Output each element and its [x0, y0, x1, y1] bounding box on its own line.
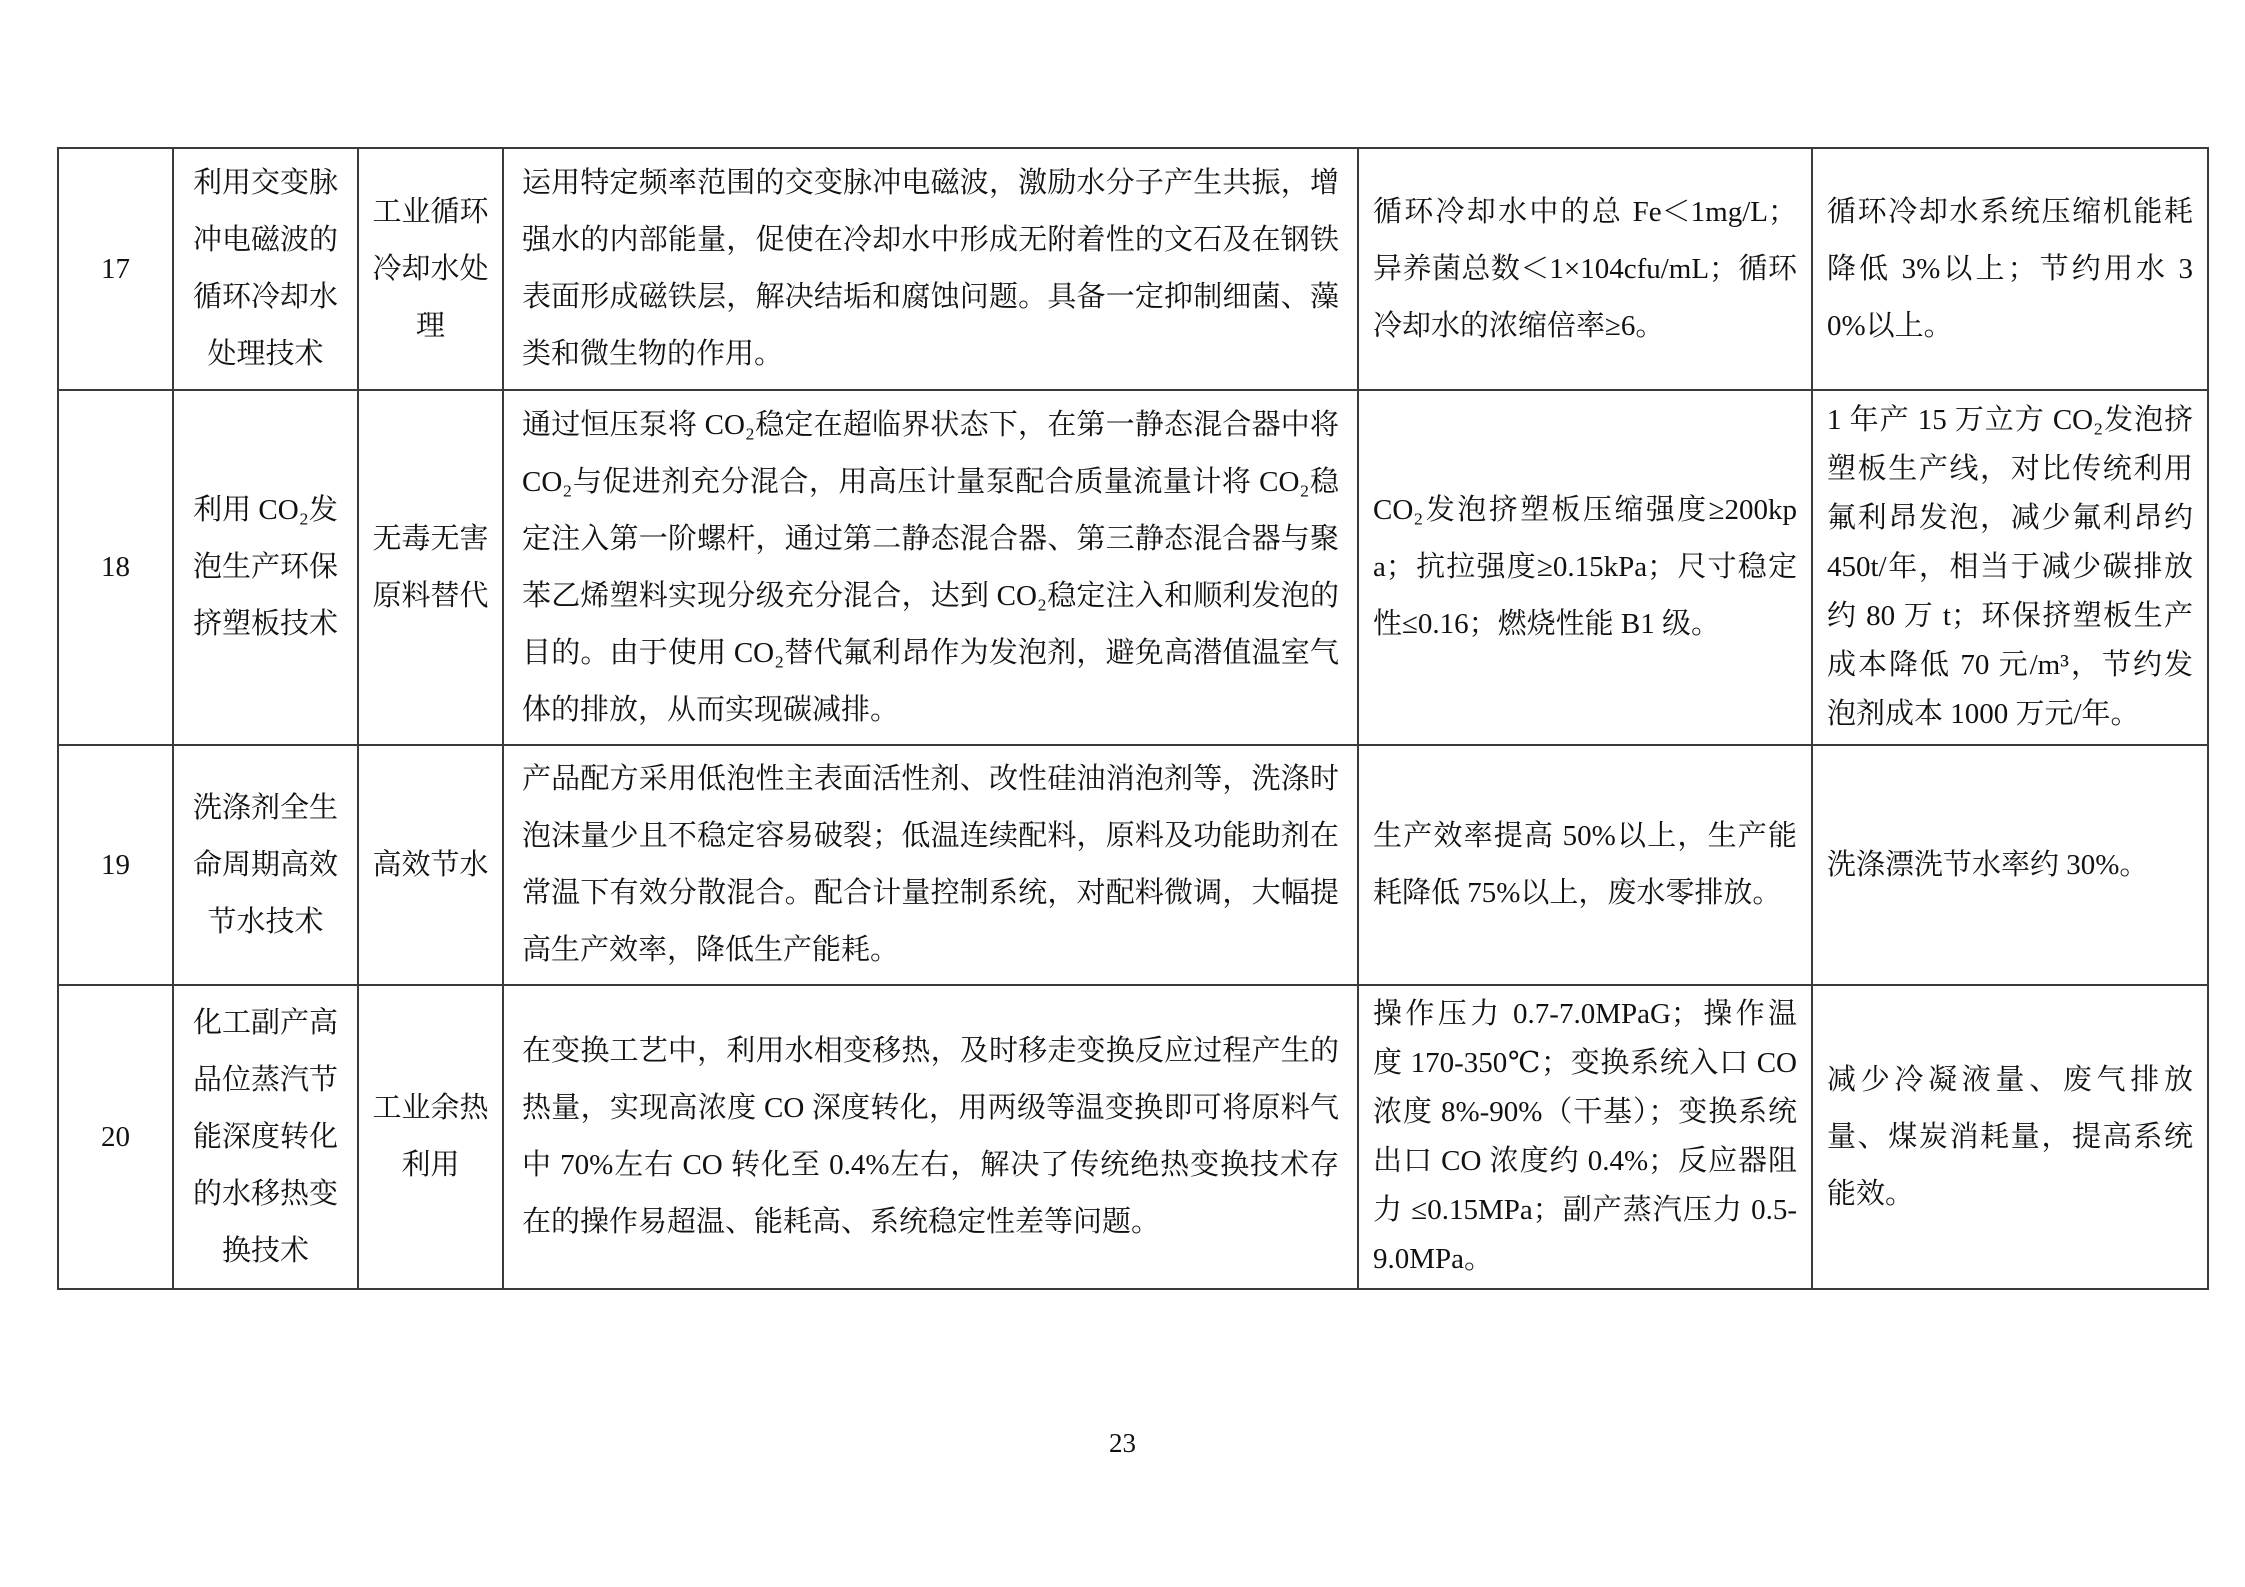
tech-benefits: 循环冷却水系统压缩机能耗降低 3%以上；节约用水 30%以上。 [1812, 148, 2208, 390]
table-row [58, 148, 2208, 390]
tech-indicators: 操作压力 0.7-7.0MPaG；操作温度 170-350℃；变换系统入口 CO 浓度 8%-90%（干基）；变换系统出口 CO 浓度约 0.4%；反应器阻力 ≤0.15MPa；副产蒸汽压力 0.5-9.0MPa。 [1358, 985, 1812, 1289]
tech-description: 产品配方采用低泡性主表面活性剂、改性硅油消泡剂等，洗涤时泡沫量少且不稳定容易破裂；低温连续配料，原料及功能助剂在常温下有效分散混合。配合计量控制系统，对配料微调，大幅提高生产效率，降低生产能耗。 [503, 745, 1358, 985]
tech-category: 工业余热利用 [358, 985, 503, 1289]
table-row [58, 985, 2208, 1289]
tech-indicators: 生产效率提高 50%以上，生产能耗降低 75%以上，废水零排放。 [1358, 745, 1812, 985]
tech-category: 无毒无害原料替代 [358, 390, 503, 745]
tech-description: 运用特定频率范围的交变脉冲电磁波，激励水分子产生共振，增强水的内部能量，促使在冷却水中形成无附着性的文石及在钢铁表面形成磁铁层，解决结垢和腐蚀问题。具备一定抑制细菌、藻类和微生物的作用。 [503, 148, 1358, 390]
tech-description: 通过恒压泵将 CO₂稳定在超临界状态下，在第一静态混合器中将 CO₂与促进剂充分混合，用高压计量泵配合质量流量计将 CO₂稳定注入第一阶螺杆，通过第二静态混合器、第三静态混合器与聚苯乙烯塑料实现分级充分混合，达到 CO₂稳定注入和顺利发泡的目的。由于使用 CO₂替代氟利昂作为发泡剂，避免高潜值温室气体的排放，从而实现碳减排。 [503, 390, 1358, 745]
row-number: 19 [58, 745, 173, 985]
row-number: 18 [58, 390, 173, 745]
tech-name: 利用交变脉冲电磁波的循环冷却水处理技术 [173, 148, 358, 390]
tech-indicators: CO₂发泡挤塑板压缩强度≥200kpa；抗拉强度≥0.15kPa；尺寸稳定性≤0.16；燃烧性能 B1 级。 [1358, 390, 1812, 745]
tech-description: 在变换工艺中，利用水相变移热，及时移走变换反应过程产生的热量，实现高浓度 CO 深度转化，用两级等温变换即可将原料气中 70%左右 CO 转化至 0.4%左右，解决了传统绝热变换技术存在的操作易超温、能耗高、系统稳定性差等问题。 [503, 985, 1358, 1289]
tech-name: 利用 CO₂发泡生产环保挤塑板技术 [173, 390, 358, 745]
page-number: 23 [1109, 1428, 1136, 1458]
tech-benefits: 1 年产 15 万立方 CO₂发泡挤塑板生产线，对比传统利用氟利昂发泡，减少氟利昂约 450t/年，相当于减少碳排放约 80 万 t；环保挤塑板生产成本降低 70 元/m³，节约发泡剂成本 1000 万元/年。 [1812, 390, 2208, 745]
tech-name: 化工副产高品位蒸汽节能深度转化的水移热变换技术 [173, 985, 358, 1289]
table-row [58, 745, 2208, 985]
technology-table [57, 147, 2209, 1290]
row-number: 17 [58, 148, 173, 390]
table-row [58, 390, 2208, 745]
tech-benefits: 减少冷凝液量、废气排放量、煤炭消耗量，提高系统能效。 [1812, 985, 2208, 1289]
tech-name: 洗涤剂全生命周期高效节水技术 [173, 745, 358, 985]
row-number: 20 [58, 985, 173, 1289]
tech-category: 高效节水 [358, 745, 503, 985]
tech-indicators: 循环冷却水中的总 Fe＜1mg/L；异养菌总数＜1×104cfu/mL；循环冷却水的浓缩倍率≥6。 [1358, 148, 1812, 390]
tech-benefits: 洗涤漂洗节水率约 30%。 [1812, 745, 2208, 985]
tech-category: 工业循环冷却水处理 [358, 148, 503, 390]
